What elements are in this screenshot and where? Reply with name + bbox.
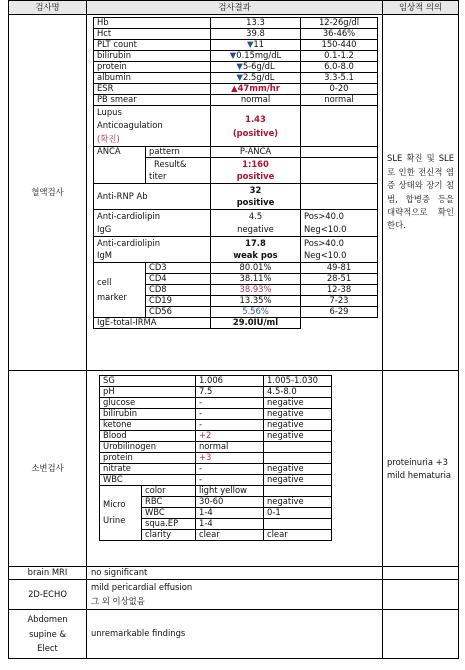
urine-test-name: WBC: [100, 475, 196, 486]
cell-marker-row: CD8 38.93% 12-38: [94, 284, 378, 295]
urine-test-ref: negative: [264, 398, 332, 409]
urine-test-ref: negative: [264, 464, 332, 475]
header-test-result: 검사결과: [87, 1, 383, 15]
cell-marker-row: cell marker CD3 80.01% 49-81: [94, 262, 378, 273]
urine-result-row: [100, 442, 332, 453]
urine-test-value: 1.006: [196, 376, 264, 387]
blood-test-name: bilirubin: [94, 51, 211, 62]
micro-urine-row: WBC 1-4 0-1: [100, 508, 332, 519]
cell-marker-row: CD4 38.11% 28-51: [94, 273, 378, 284]
blood-test-ref: 150-440: [301, 40, 378, 51]
urine-test-value: -: [196, 420, 264, 431]
header-test-name: 검사명: [9, 1, 87, 15]
blood-test-value: 13.3: [211, 18, 301, 29]
urine-test-name: glucose: [100, 398, 196, 409]
urine-test-name: pH: [100, 387, 196, 398]
blood-result-row: [94, 18, 378, 29]
lupus-value: 1.43: [245, 113, 266, 124]
blood-section: [9, 15, 459, 371]
table-header: [9, 1, 459, 15]
lupus-status: (positive): [232, 128, 279, 139]
blood-result-row: [94, 95, 378, 106]
urine-result-row: [100, 420, 332, 431]
blood-test-value: 39.8: [211, 29, 301, 40]
blood-test-ref: 0-20: [301, 84, 378, 95]
urine-test-value: 7.5: [196, 387, 264, 398]
urine-test-ref: 1.005-1.030: [264, 376, 332, 387]
urine-test-value: -: [196, 475, 264, 486]
urine-section: [9, 371, 459, 567]
urine-test-ref: [264, 442, 332, 453]
urine-test-name: Blood: [100, 431, 196, 442]
urine-test-ref: 4.5-8.0: [264, 387, 332, 398]
urine-test-ref: [264, 453, 332, 464]
blood-result-row: [94, 40, 378, 51]
micro-urine-row: clarity clear clear: [100, 530, 332, 541]
blood-test-name: albumin: [94, 73, 211, 84]
cell-marker-row: CD56 5.56% 6-29: [94, 306, 378, 317]
blood-test-value: ▼5-6g/dL: [211, 62, 301, 73]
urine-result-row: [100, 409, 332, 420]
mri-row: brain MRI no significant: [9, 567, 459, 580]
blood-test-ref: 6.0-8.0: [301, 62, 378, 73]
arrow-down-icon: ▼: [236, 61, 243, 72]
cell-marker-row: CD19 13.35% 7-23: [94, 295, 378, 306]
blood-test-value: ▼2.5g/dL: [211, 73, 301, 84]
urine-test-ref: negative: [264, 475, 332, 486]
urine-test-value: -: [196, 398, 264, 409]
rnp-row: Anti-RNP Ab 32 positive: [94, 184, 378, 210]
micro-urine-row: RBC 30-60 negative: [100, 497, 332, 508]
urine-category: 소변검사: [9, 371, 87, 567]
blood-test-value: ▼11: [211, 40, 301, 51]
urine-result-row: [100, 475, 332, 486]
urine-test-value: normal: [196, 442, 264, 453]
urine-result-row: [100, 387, 332, 398]
ige-row: IgE-total-IRMA 29.0IU/ml: [94, 317, 378, 328]
urine-test-name: protein: [100, 453, 196, 464]
urine-result-row: [100, 376, 332, 387]
blood-test-value: normal: [211, 95, 301, 106]
urine-test-name: bilirubin: [100, 409, 196, 420]
blood-test-value: ▲47mm/hr: [211, 84, 301, 95]
lab-results-sheet: [8, 0, 458, 662]
micro-urine-row: Micro Urine color light yellow: [100, 486, 332, 497]
micro-urine-row: squa.EP 1-4: [100, 519, 332, 530]
urine-result-row: [100, 431, 332, 442]
blood-test-ref: 3.3-5.1: [301, 73, 378, 84]
blood-test-ref: normal: [301, 95, 378, 106]
urine-test-name: nitrate: [100, 464, 196, 475]
blood-result-row: [94, 29, 378, 40]
lab-results-table: [8, 0, 459, 659]
urine-test-ref: negative: [264, 420, 332, 431]
urine-test-ref: negative: [264, 431, 332, 442]
blood-test-ref: 12-26g/dl: [301, 18, 378, 29]
igg-row: Anti-cardiolipin IgG 4.5 negative Pos>40.0 Neg<10.0: [94, 210, 378, 236]
micro-urine-label: Micro Urine: [100, 486, 142, 541]
urine-result-row: [100, 453, 332, 464]
blood-result-row: [94, 84, 378, 95]
blood-results-table: [93, 17, 378, 329]
blood-test-value: ▼0.15mg/dL: [211, 51, 301, 62]
echo-row: 2D-ECHO mild pericardial effusion 그 외 이상없음: [9, 580, 459, 610]
urine-test-name: SG: [100, 376, 196, 387]
blood-result-row: [94, 62, 378, 73]
header-clinical-significance: 임상적 의의: [383, 1, 459, 15]
urine-test-name: ketone: [100, 420, 196, 431]
urine-test-ref: negative: [264, 409, 332, 420]
anca-pattern-row: ANCA pattern P-ANCA: [94, 147, 378, 158]
blood-result-row: [94, 51, 378, 62]
arrow-down-icon: ▼: [236, 72, 243, 83]
anca-result-row: Result& titer 1:160 positive: [94, 158, 378, 184]
anca-label: ANCA: [94, 147, 146, 184]
urine-test-name: Urobilinogen: [100, 442, 196, 453]
blood-test-name: protein: [94, 62, 211, 73]
urine-test-value: -: [196, 464, 264, 475]
blood-test-name: Hb: [94, 18, 211, 29]
blood-test-name: Hct: [94, 29, 211, 40]
blood-clinical-note: SLE 확진 및 SLE로 인한 전신적 염증 상태와 장기 침범, 합병증 등을 대략적으로 확인한다.: [383, 15, 459, 371]
urine-test-value: +2: [196, 431, 264, 442]
igm-row: Anti-cardiolipin IgM 17.8 weak pos Pos>40.0 Neg<10.0: [94, 236, 378, 262]
urine-results-table: [99, 375, 332, 541]
arrow-down-icon: ▼: [246, 39, 254, 50]
arrow-up-icon: ▲: [231, 83, 238, 94]
abdomen-row: Abdomen supine & Elect unremarkable findings: [9, 610, 459, 659]
blood-test-ref: 36-46%: [301, 29, 378, 40]
arrow-down-icon: ▼: [229, 50, 237, 61]
blood-result-row: [94, 73, 378, 84]
urine-result-row: [100, 464, 332, 475]
urine-result-row: [100, 398, 332, 409]
blood-test-name: ESR: [94, 84, 211, 95]
urine-clinical-note: proteinuria +3 mild hematuria: [383, 371, 459, 567]
blood-category: 혈액검사: [9, 15, 87, 371]
blood-test-name: PLT count: [94, 40, 211, 51]
urine-test-value: -: [196, 409, 264, 420]
urine-test-value: +3: [196, 453, 264, 464]
blood-test-name: PB smear: [94, 95, 211, 106]
lupus-row: Lupus Anticoagulation (확진) 1.43 (positive): [94, 106, 378, 147]
cell-marker-label: cell marker: [94, 262, 146, 317]
blood-test-ref: 0.1-1.2: [301, 51, 378, 62]
